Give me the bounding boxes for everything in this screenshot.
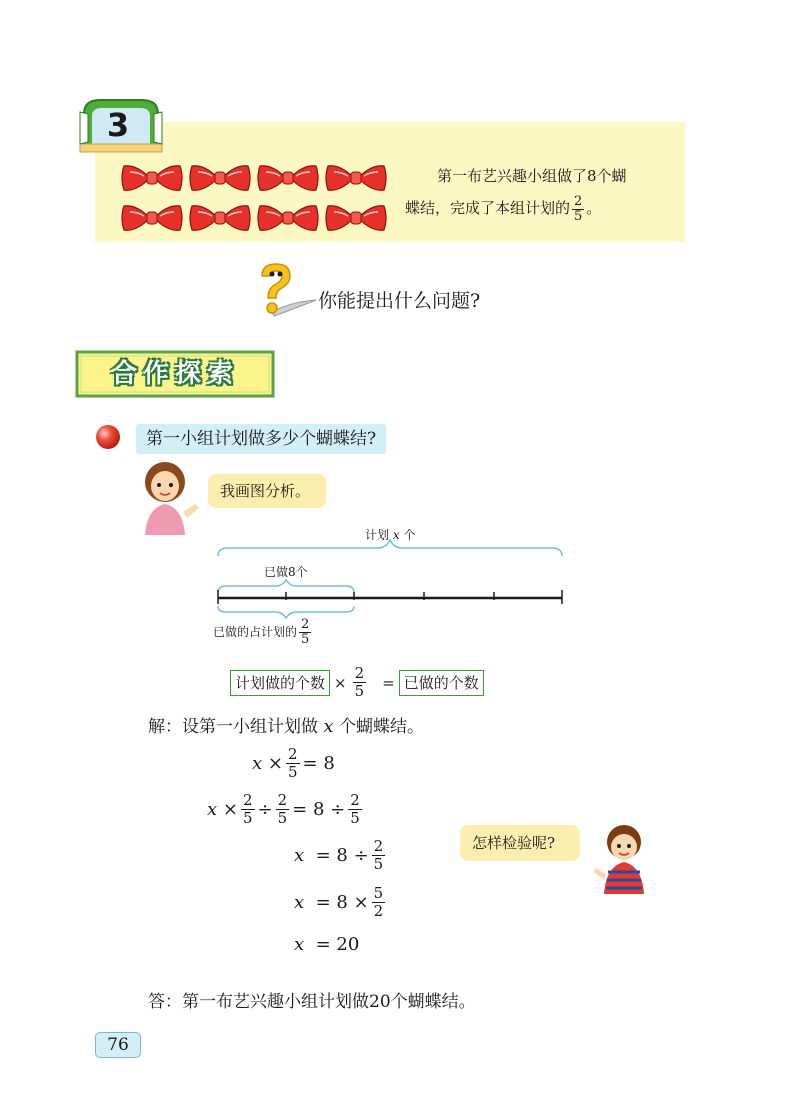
bow-icon xyxy=(258,206,318,231)
problem-line2: 蝶结，完成了本组计划的 xyxy=(405,199,571,217)
answer-text: 答：第一布艺兴趣小组计划做20个蝴蝶结。 xyxy=(148,992,476,1012)
solution-intro xyxy=(148,712,424,737)
relation-denominator: 5 xyxy=(354,682,365,700)
step2-fraction-b xyxy=(276,792,290,827)
sub-question: 第一小组计划做多少个蝴蝶结? xyxy=(136,424,386,454)
problem-fraction xyxy=(572,195,584,224)
bows-illustration xyxy=(118,160,388,232)
step2-x: x xyxy=(207,799,218,820)
plan-suffix: 个 xyxy=(403,528,416,542)
bow-icon xyxy=(190,206,250,231)
step1-den: 5 xyxy=(287,763,298,781)
boy-speech-bubble: 怎样检验呢? xyxy=(460,825,580,861)
girl-illustration xyxy=(135,460,205,535)
relation-equation xyxy=(230,664,484,700)
step1-num: 2 xyxy=(287,745,298,763)
step-5 xyxy=(294,934,359,955)
section-title: 合作探索 xyxy=(110,359,239,389)
step2-n3: 2 xyxy=(350,791,360,809)
bow-icon xyxy=(326,206,386,231)
step4-result: = 8 × xyxy=(315,892,369,913)
step-4 xyxy=(294,885,388,920)
done-count-box: 已做的个数 xyxy=(399,670,484,696)
bow-icon xyxy=(258,166,318,191)
step2-d2: 5 xyxy=(277,809,288,827)
step5-result: = 20 xyxy=(315,934,360,955)
step2-n2: 2 xyxy=(277,791,288,809)
solution-intro-post: 个蝴蝶结。 xyxy=(338,717,424,737)
step2-d3: 5 xyxy=(350,809,360,827)
step3-num: 2 xyxy=(373,837,384,855)
solution-variable: x xyxy=(323,716,334,737)
plan-variable: x xyxy=(392,528,400,542)
step4-den: 2 xyxy=(373,902,384,920)
step-1 xyxy=(252,746,335,781)
red-ball-icon xyxy=(95,424,121,450)
step3-result: = 8 ÷ xyxy=(315,845,369,866)
step-2 xyxy=(207,792,365,827)
fraction-numerator: 2 xyxy=(574,193,583,209)
plan-prefix: 计划 xyxy=(365,528,390,542)
relation-fraction xyxy=(353,665,367,700)
step3-x: x xyxy=(294,845,305,866)
equals-sign: = xyxy=(382,673,395,692)
bow-icon xyxy=(122,206,182,231)
ratio-denominator: 5 xyxy=(301,632,310,647)
problem-period: 。 xyxy=(586,199,602,217)
step2-fraction-c xyxy=(348,792,362,827)
question-mark-icon xyxy=(240,262,320,322)
times-sign: × xyxy=(334,673,347,692)
example-number: 3 xyxy=(106,106,130,144)
step2-result: = 8 ÷ xyxy=(292,799,346,820)
step2-d1: 5 xyxy=(242,809,253,827)
step4-fraction xyxy=(372,885,386,920)
step1-x: x xyxy=(252,753,263,774)
problem-text xyxy=(405,160,680,224)
plan-label xyxy=(365,526,415,543)
step4-num: 5 xyxy=(373,884,384,902)
step4-x: x xyxy=(294,892,305,913)
question-prompt: 你能提出什么问题? xyxy=(318,290,481,312)
bow-icon xyxy=(122,166,182,191)
problem-line1: 第一布艺兴趣小组做了8个蝴 xyxy=(437,167,627,185)
done-label: 已做8个 xyxy=(264,565,308,579)
step-3 xyxy=(294,838,388,873)
planned-count-box: 计划做的个数 xyxy=(230,670,330,696)
ratio-text: 已做的占计划的 xyxy=(213,625,298,639)
bow-icon xyxy=(190,166,250,191)
step3-den: 5 xyxy=(373,855,384,873)
girl-speech-bubble: 我画图分析。 xyxy=(208,474,326,508)
step2-div: ÷ xyxy=(257,799,273,820)
step2-fraction-a xyxy=(241,792,255,827)
step3-fraction xyxy=(372,838,386,873)
bow-icon xyxy=(326,166,386,191)
step1-result: = 8 xyxy=(302,753,335,774)
step5-x: x xyxy=(294,934,305,955)
relation-numerator: 2 xyxy=(354,664,365,682)
ratio-numerator: 2 xyxy=(301,617,310,632)
step1-times: × xyxy=(267,753,283,774)
step2-times: × xyxy=(222,799,238,820)
solution-intro-pre: 解：设第一小组计划做 xyxy=(148,717,318,737)
boy-illustration xyxy=(592,822,650,894)
page-number: 76 xyxy=(95,1032,141,1058)
step2-n1: 2 xyxy=(242,791,253,809)
fraction-denominator: 5 xyxy=(574,208,583,224)
ratio-label xyxy=(213,618,313,647)
ratio-fraction xyxy=(299,618,311,647)
step1-fraction xyxy=(286,746,300,781)
